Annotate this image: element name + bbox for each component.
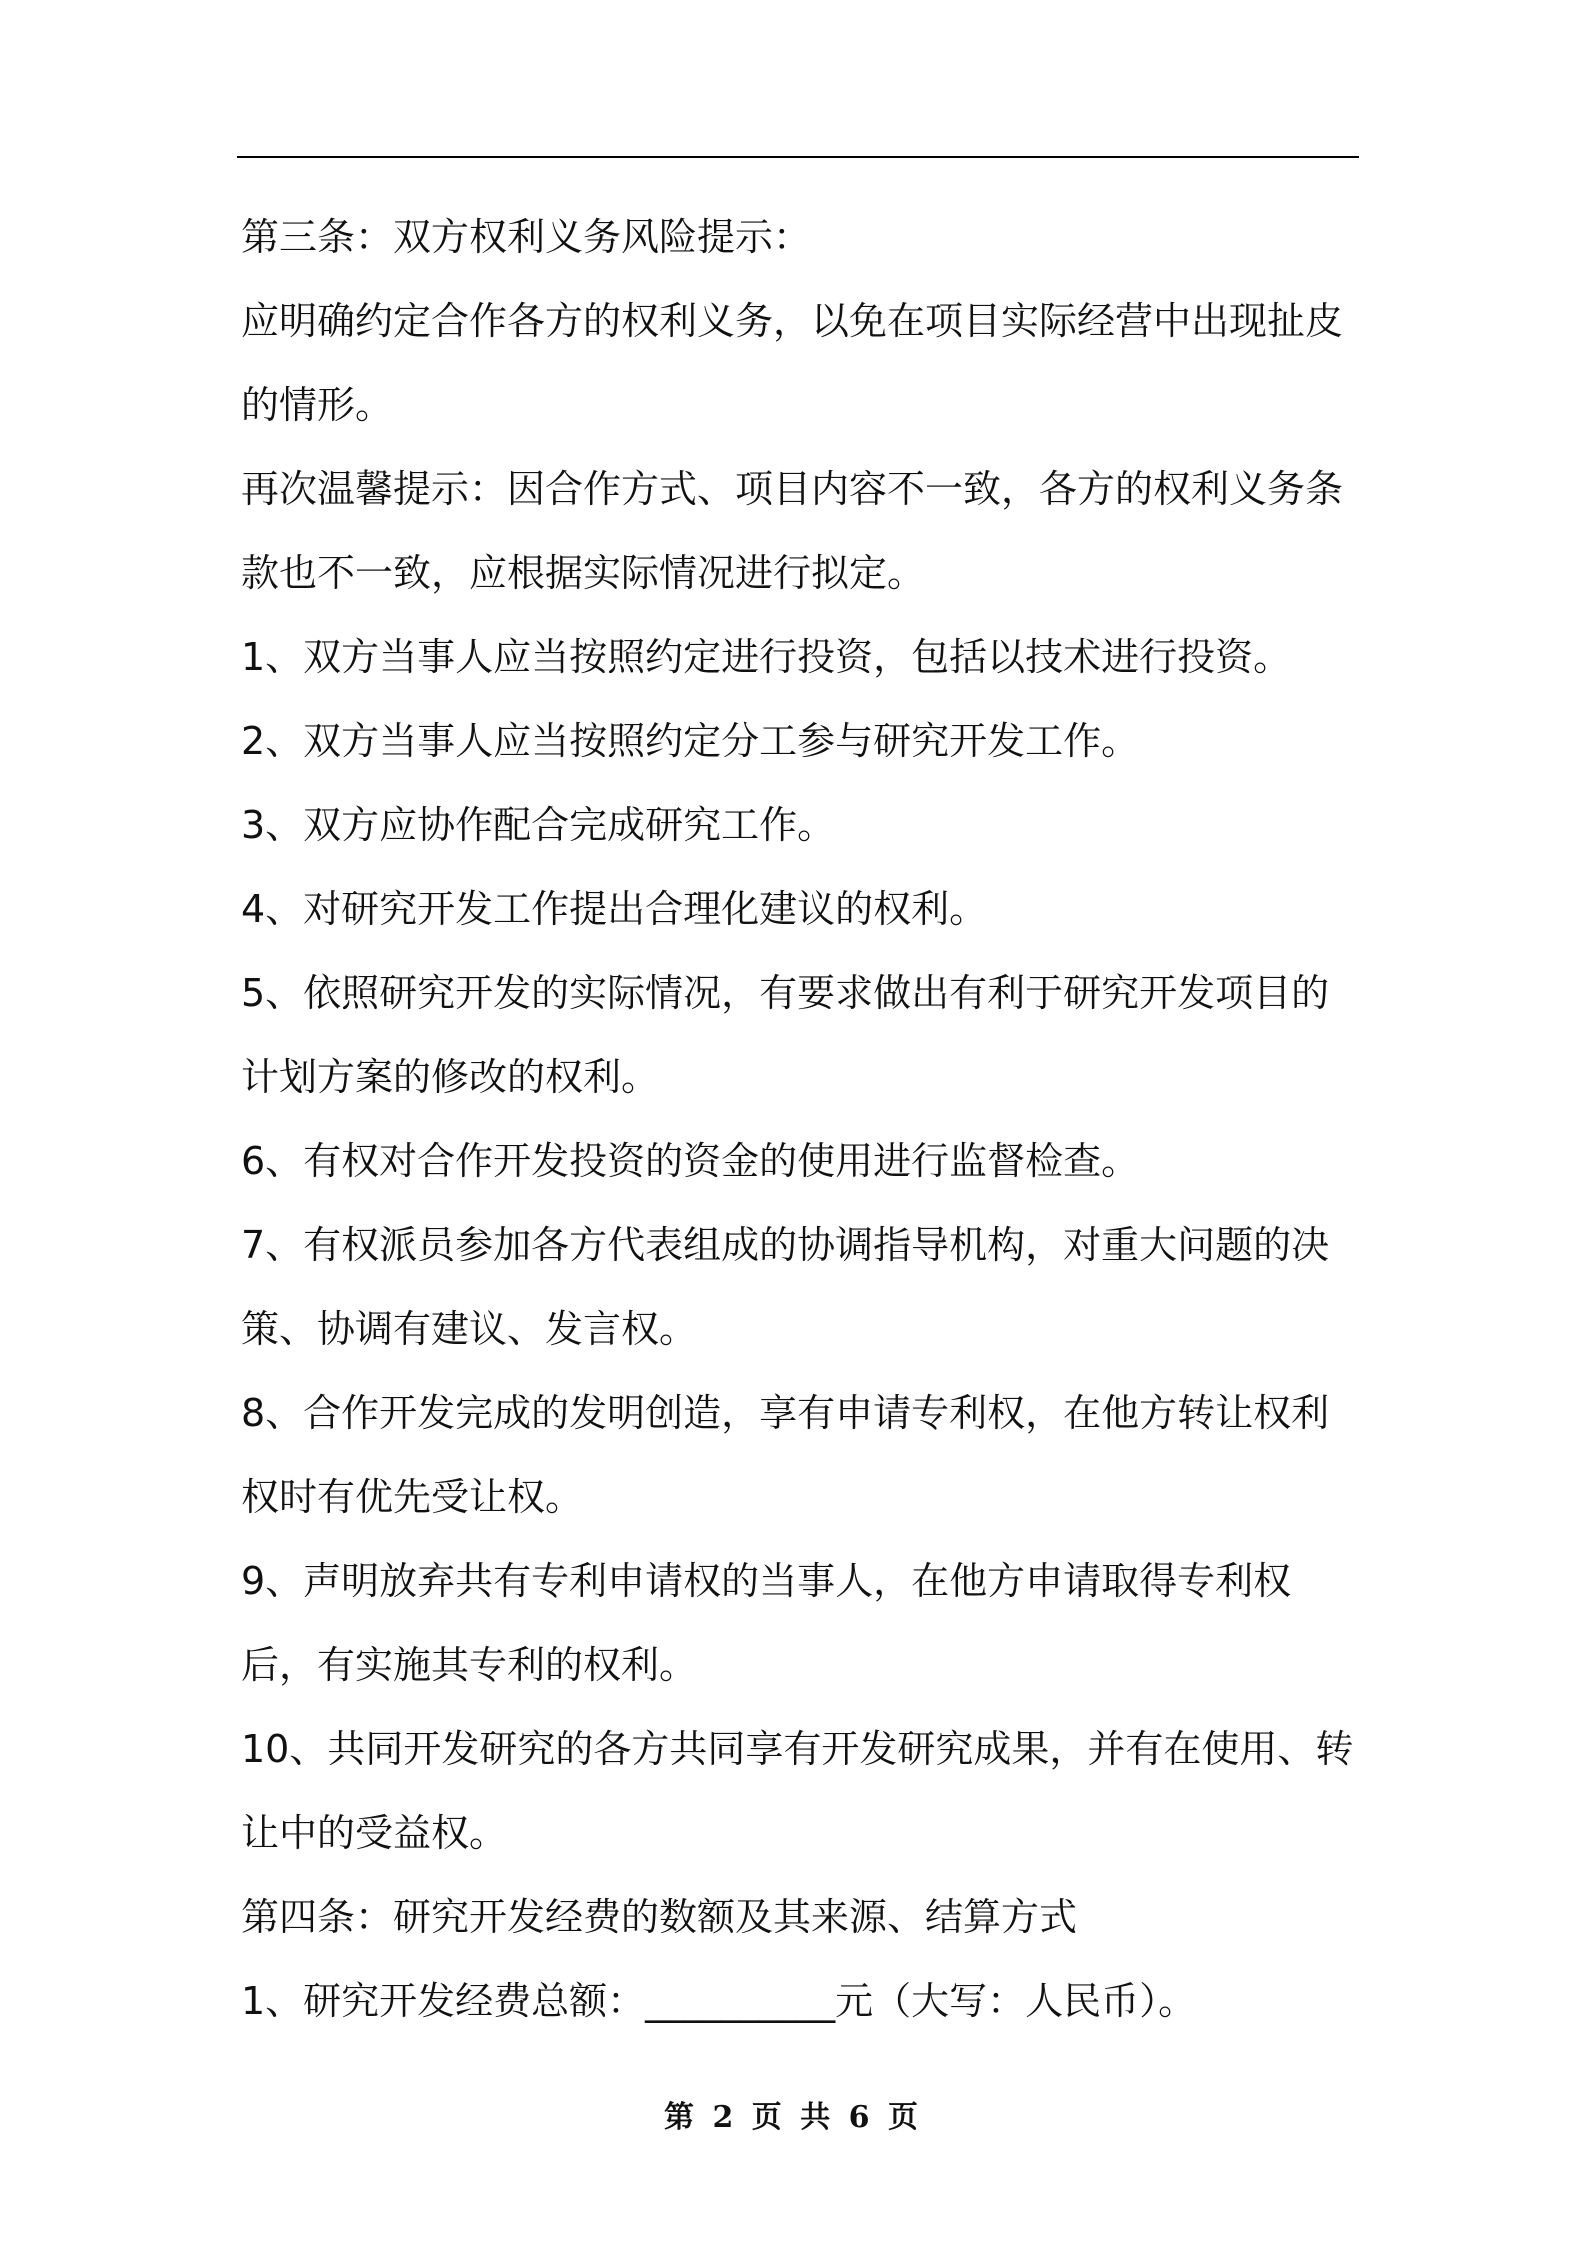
list-item: 3、双方应协作配合完成研究工作。 (241, 803, 836, 847)
header-rule (237, 156, 1359, 158)
list-item: 5、依照研究开发的实际情况，有要求做出有利于研究开发项目的计划方案的修改的权利。 (241, 971, 1330, 1099)
list-item: 6、有权对合作开发投资的资金的使用进行监督检查。 (241, 1139, 1140, 1183)
article-3-heading: 第三条：双方权利义务风险提示： (241, 215, 812, 259)
list-item: 4、对研究开发工作提出合理化建议的权利。 (241, 887, 988, 931)
page-number: 第 2 页 共 6 页 (664, 2100, 922, 2135)
article-4-heading: 第四条：研究开发经费的数额及其来源、结算方式 (241, 1895, 1078, 1939)
list-item: 8、合作开发完成的发明创造，享有申请专利权，在他方转让权利权时有优先受让权。 (241, 1391, 1330, 1519)
list-item: 2、双方当事人应当按照约定分工参与研究开发工作。 (241, 719, 1140, 763)
list-item: 7、有权派员参加各方代表组成的协调指导机构，对重大问题的决策、协调有建议、发言权。 (241, 1223, 1330, 1351)
list-item: 9、声明放弃共有专利申请权的当事人，在他方申请取得专利权后，有实施其专利的权利。 (241, 1559, 1292, 1687)
list-item: 1、双方当事人应当按照约定进行投资，包括以技术进行投资。 (241, 635, 1292, 679)
document-body (241, 195, 1366, 2043)
paragraph: 再次温馨提示：因合作方式、项目内容不一致，各方的权利义务条款也不一致，应根据实际情况进行拟定。 (241, 467, 1344, 595)
list-item: 1、研究开发经费总额：__________元（大写：人民币）。 (241, 1979, 1197, 2023)
list-item: 10、共同开发研究的各方共同享有开发研究成果，并有在使用、转让中的受益权。 (241, 1727, 1354, 1855)
paragraph: 应明确约定合作各方的权利义务，以免在项目实际经营中出现扯皮的情形。 (241, 299, 1344, 427)
